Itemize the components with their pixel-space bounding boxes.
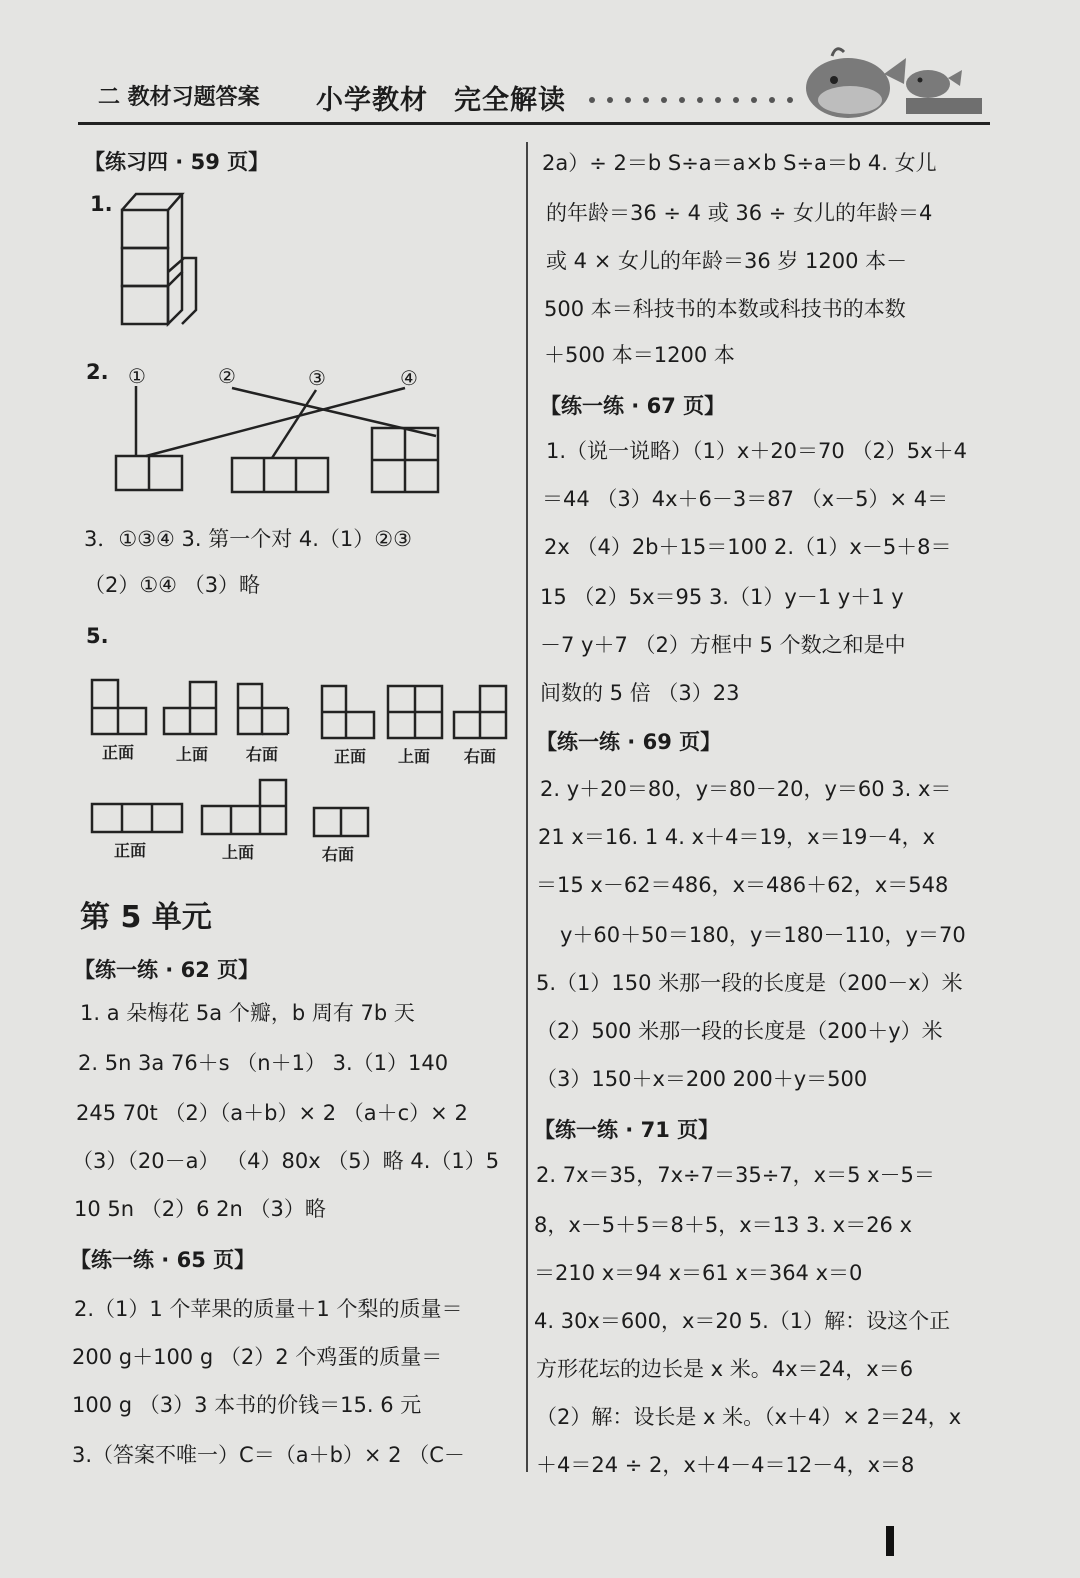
answer-line: －7 y＋7 （2）方框中 5 个数之和是中 (540, 633, 906, 657)
stacked-cubes (122, 194, 196, 324)
answer-line: 21 x＝16. 1 4. x＋4＝19，x＝19－4，x (538, 825, 936, 849)
answer-line: 500 本＝科技书的本数或科技书的本数 (544, 297, 906, 321)
view-label: 正面 (114, 841, 147, 860)
answer-line: 2. 5n 3a 76＋s （n＋1） 3.（1）140 (78, 1051, 449, 1075)
view-label: 上面 (176, 745, 209, 764)
answer-line: 2. y＋20＝80，y＝80－20，y＝60 3. x＝ (540, 777, 952, 801)
circle-label: ③ (308, 366, 326, 390)
answer-line: （2）解：设长是 x 米。（x＋4）× 2＝24，x (536, 1405, 962, 1429)
answer-line: 或 4 × 女儿的年龄＝36 岁 1200 本－ (546, 249, 908, 273)
view-label: 右面 (464, 747, 497, 766)
answer-line: （2）500 米那一段的长度是（200＋y）米 (536, 1019, 943, 1043)
answer-line: ＝15 x－62＝486，x＝486＋62，x＝548 (536, 873, 949, 897)
answer-line: 245 70t （2）（a＋b）× 2 （a＋c）× 2 (76, 1101, 468, 1125)
view-label: 正面 (334, 747, 367, 766)
section-heading: 【练一练 · 62 页】 (74, 958, 260, 982)
answer-line: ＝210 x＝94 x＝61 x＝364 x＝0 (534, 1261, 863, 1285)
answer-line: y＋60＋50＝180，y＝180－110，y＝70 (560, 923, 966, 947)
circle-label: ① (128, 364, 146, 388)
answer-line: 1. a 朵梅花 5a 个瓣，b 周有 7b 天 (80, 1001, 415, 1025)
header-book: 小学教材 (316, 85, 428, 116)
matching-figures (116, 386, 438, 492)
section-heading: 【练一练 · 65 页】 (70, 1248, 256, 1272)
answer-line: 间数的 5 倍 （3）23 (540, 681, 740, 705)
answer-line: 方形花坛的边长是 x 米。4x＝24，x＝6 (536, 1357, 914, 1381)
answer-line: 10 5n （2）6 2n （3）略 (74, 1197, 326, 1221)
answer-line: 15 （2）5x＝95 3.（1）y－1 y＋1 y (540, 585, 904, 609)
answer-line: 的年龄＝36 ÷ 4 或 36 ÷ 女儿的年龄＝4 (546, 201, 933, 225)
section-heading: 【练一练 · 71 页】 (534, 1118, 720, 1142)
view-label: 上面 (222, 843, 255, 862)
header-section: 二 教材习题答案 (98, 85, 260, 110)
answer-line: ＝44 （3）4x＋6－3＝87 （x－5）× 4＝ (542, 487, 949, 511)
question-number: 2. (86, 360, 109, 384)
view-figures-row2 (92, 780, 368, 836)
view-figures-row1 (92, 680, 506, 738)
answer-line: 2. 7x＝35，7x÷7＝35÷7，x＝5 x－5＝ (536, 1163, 935, 1187)
unit-title: 第 5 单元 (80, 900, 212, 935)
answer-line: 2a）÷ 2＝b S÷a＝a×b S÷a＝b 4. 女儿 (542, 151, 937, 175)
answer-line: （2）①④ （3）略 (84, 573, 261, 597)
view-label: 右面 (322, 845, 355, 864)
view-label: 右面 (246, 745, 279, 764)
question-number: 1. (90, 192, 113, 216)
answer-line: 3．①③④ 3. 第一个对 4.（1）②③ (84, 527, 412, 551)
answer-line: （3）150＋x＝200 200＋y＝500 (536, 1067, 868, 1091)
page-marker (886, 1526, 894, 1556)
view-label: 上面 (398, 747, 431, 766)
answer-line: 200 g＋100 g （2）2 个鸡蛋的质量＝ (72, 1345, 443, 1369)
answer-line: 2.（1）1 个苹果的质量＋1 个梨的质量＝ (74, 1297, 463, 1321)
question-number: 5. (86, 624, 109, 648)
answer-line: ＋4＝24 ÷ 2，x＋4－4＝12－4，x＝8 (536, 1453, 915, 1477)
view-label: 正面 (102, 743, 135, 762)
answer-line: ＋500 本＝1200 本 (544, 343, 735, 367)
answer-line: 100 g （3）3 本书的价钱＝15. 6 元 (72, 1393, 422, 1417)
circle-label: ④ (400, 366, 418, 390)
circle-label: ② (218, 364, 236, 388)
answer-line: 8，x－5＋5＝8＋5，x＝13 3. x＝26 x (534, 1213, 913, 1237)
answer-line: 1.（说一说略）（1）x＋20＝70 （2）5x＋4 (546, 439, 967, 463)
answer-line: （3）（20－a） （4）80x （5）略 4.（1）5 (72, 1149, 500, 1173)
answer-line: 5.（1）150 米那一段的长度是（200－x）米 (536, 971, 963, 995)
section-heading: 【练一练 · 69 页】 (536, 730, 722, 754)
answer-line: 2x （4）2b＋15＝100 2.（1）x－5＋8＝ (544, 535, 952, 559)
section-heading: 【练习四 · 59 页】 (84, 150, 270, 174)
answer-line: 3.（答案不唯一）C＝（a＋b）× 2 （C－ (72, 1443, 465, 1467)
header-subtitle: 完全解读 (454, 85, 566, 116)
answer-line: 4. 30x＝600，x＝20 5.（1）解：设这个正 (534, 1309, 951, 1333)
section-heading: 【练一练 · 67 页】 (540, 394, 726, 418)
